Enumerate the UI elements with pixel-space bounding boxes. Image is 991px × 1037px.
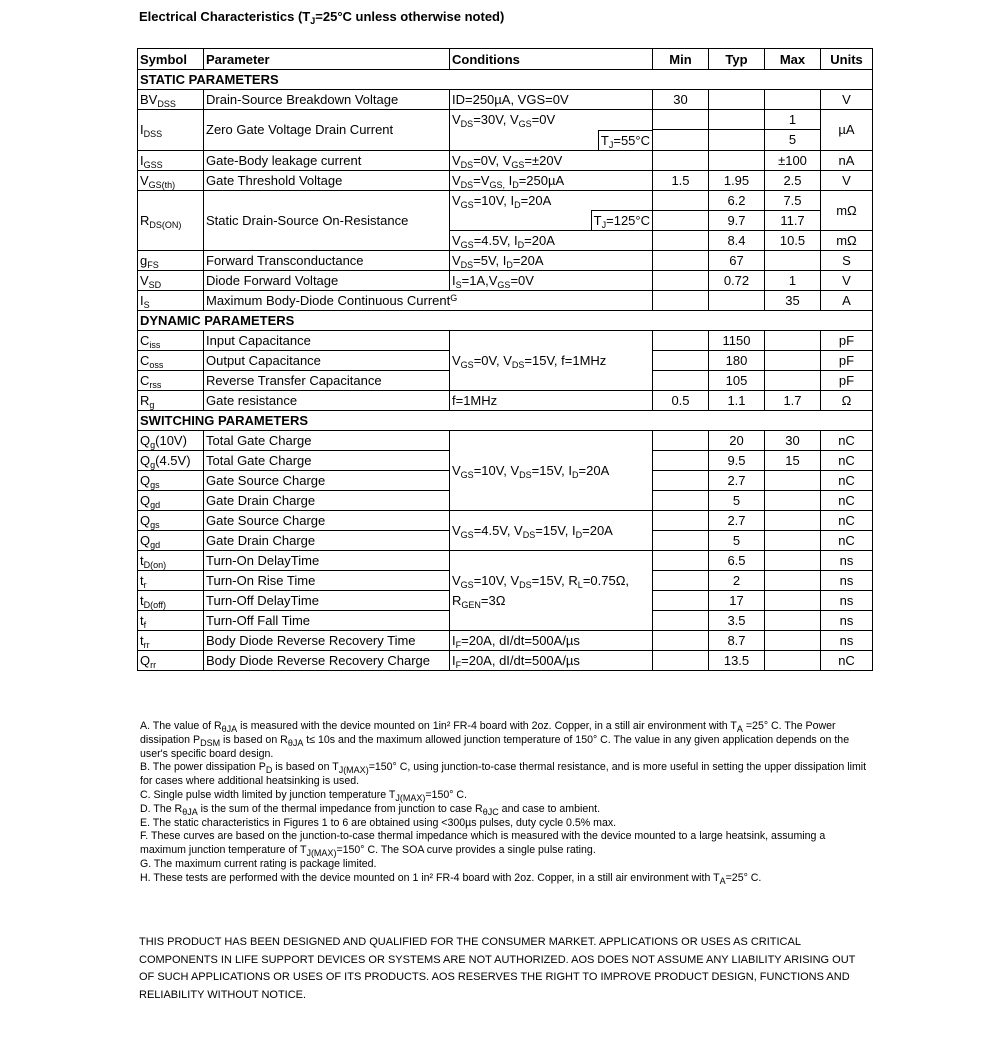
table-cell [653, 631, 709, 651]
table-cell: nC [821, 511, 873, 531]
table-cell: µA [821, 110, 873, 151]
table-cell [653, 291, 709, 311]
table-cell: $g_{FS}$ [138, 251, 204, 271]
header-symbol: Symbol [138, 49, 204, 70]
table-cell [765, 611, 821, 631]
note-d: D. The $R_{\theta JA}$ is the sum of the thermal impedance from junction to case $R_{\theta JC}$ and case to ambient. [140, 802, 601, 817]
table-cell: Gate Drain Charge [204, 491, 450, 511]
table-cell: $I_{DSS}$ [138, 110, 204, 151]
table-cell: nC [821, 471, 873, 491]
table-cell: 5 [709, 531, 765, 551]
table-cell: pF [821, 351, 873, 371]
table-cell [765, 351, 821, 371]
table-cell: 2.5 [765, 170, 821, 190]
table-cell: 10.5 [765, 231, 821, 251]
table-cell [653, 571, 709, 591]
table-cell [653, 551, 709, 571]
table-cell: f=1MHz [450, 391, 653, 411]
table-cell: ns [821, 571, 873, 591]
table-cell: $R_{DS(ON)}$ [138, 190, 204, 251]
table-row [138, 170, 873, 190]
table-cell [653, 331, 709, 351]
table-cell: Ω [821, 391, 873, 411]
table-cell: $Q_{gs}$ [138, 471, 204, 491]
table-row [138, 631, 873, 651]
table-cell: nC [821, 491, 873, 511]
header-units: Units [821, 49, 873, 70]
table-cell [709, 291, 765, 311]
table-cell: $V_{DS}=30V$, $V_{GS}=0V$ [450, 110, 653, 130]
table-cell: Output Capacitance [204, 351, 450, 371]
section-dynamic: DYNAMIC PARAMETERS [138, 311, 873, 331]
table-cell [653, 431, 709, 451]
table-cell: $t_{rr}$ [138, 631, 204, 651]
table-cell: $C_{iss}$ [138, 331, 204, 351]
table-cell: ±100 [765, 150, 821, 170]
table-cell: $t_{D(off)}$ [138, 591, 204, 611]
table-cell [653, 130, 709, 151]
table-cell: pF [821, 371, 873, 391]
disclaimer: THIS PRODUCT HAS BEEN DESIGNED AND QUALIFIED FOR THE CONSUMER MARKET. APPLICATIONS OR USES AS CRITICAL COMPONENTS IN LIFE SUPPORT DEVICES OR SYSTEMS ARE NOT AUTHORIZED. AOS DOES NOT ASSUME ANY LIABILITY ARISING OUT OF SUCH APPLICATIONS OR USES OF ITS PRODUCTS. AOS RESERVES THE RIGHT TO IMPROVE PRODUCT DESIGN, FUNCTIONS AND RELIABILITY WITHOUT NOTICE. [139, 936, 856, 1001]
table-cell: 5 [709, 491, 765, 511]
note-f: F. These curves are based on the junction-to-case thermal impedance which is measured with the device mounted to a large heatsink, assuming a maximum junction temperature of $T_{J(MAX)}=150^\circ$ C. The SOA curve provides a single pulse rating. [140, 830, 826, 859]
table-cell: Static Drain-Source On-Resistance [204, 190, 450, 251]
table-cell: $V_{GS(th)}$ [138, 170, 204, 190]
section-static: STATIC PARAMETERS [138, 70, 873, 90]
table-cell: $Q_g(10V)$ [138, 431, 204, 451]
table-cell [765, 331, 821, 351]
table-cell: 15 [765, 451, 821, 471]
note-h: H. These tests are performed with the device mounted on 1 in² FR-4 board with 2oz. Copper, in a still air environment with $T_A=25^\circ$ C. [140, 871, 762, 886]
table-cell [653, 231, 709, 251]
table-cell: 30 [653, 90, 709, 110]
table-cell: $Q_{gd}$ [138, 491, 204, 511]
table-cell [765, 651, 821, 671]
table-cell: 180 [709, 351, 765, 371]
table-cell: Gate resistance [204, 391, 450, 411]
table-cell: $t_f$ [138, 611, 204, 631]
table-cell: $I_{GSS}$ [138, 150, 204, 170]
table-cell [709, 150, 765, 170]
table-cell: Turn-Off Fall Time [204, 611, 450, 631]
table-cell: Gate Source Charge [204, 511, 450, 531]
table-cell: $t_{D(on)}$ [138, 551, 204, 571]
table-cell: 35 [765, 291, 821, 311]
table-cell: ns [821, 631, 873, 651]
table-cell: ns [821, 611, 873, 631]
table-cell: Reverse Transfer Capacitance [204, 371, 450, 391]
table-cell: $I_S$ [138, 291, 204, 311]
table-cell: $Q_{gd}$ [138, 531, 204, 551]
table-cell: Drain-Source Breakdown Voltage [204, 90, 450, 110]
table-cell [653, 511, 709, 531]
table-cell: $R_g$ [138, 391, 204, 411]
table-cell: nC [821, 431, 873, 451]
table-cell: 8.7 [709, 631, 765, 651]
table-cell [765, 491, 821, 511]
table-cell: $V_{GS}=10V$, $V_{DS}=15V$, $R_L=0.75\Omega$, $R_{GEN}=3\Omega$ [450, 551, 653, 631]
table-cell [653, 651, 709, 671]
table-cell: 17 [709, 591, 765, 611]
table-cell: 20 [709, 431, 765, 451]
table-cell [765, 471, 821, 491]
table-row [138, 150, 873, 170]
table-cell: $T_J=125^\circ C$ [450, 210, 653, 231]
table-cell: V [821, 271, 873, 291]
table-cell: 9.7 [709, 210, 765, 231]
page-title: Electrical Characteristics ($T_J=25^\circ C$ unless otherwise noted) [139, 9, 505, 26]
table-cell [653, 371, 709, 391]
table-cell [653, 531, 709, 551]
table-cell: Turn-On Rise Time [204, 571, 450, 591]
table-cell: 67 [709, 251, 765, 271]
note-b: B. The power dissipation $P_D$ is based on $T_{J(MAX)}=150^\circ$ C, using junction-to-case thermal resistance, and is more useful in setting the upper dissipation limit for cases where additional heatsinking is used. [140, 761, 867, 788]
table-cell: $I_F=20A$, dI/dt=500A/µs [450, 631, 653, 651]
table-cell: $V_{GS}=10V$, $V_{DS}=15V$, $I_D=20A$ [450, 431, 653, 511]
table-cell [653, 150, 709, 170]
table-row [138, 511, 873, 531]
table-cell [653, 491, 709, 511]
table-row [138, 331, 873, 351]
table-cell [653, 190, 709, 210]
table-cell: 6.2 [709, 190, 765, 210]
table-cell: $BV_{DSS}$ [138, 90, 204, 110]
table-row [138, 431, 873, 451]
table-row [138, 271, 873, 291]
table-cell: 105 [709, 371, 765, 391]
table-cell: Total Gate Charge [204, 451, 450, 471]
note-g: G. The maximum current rating is package limited. [140, 857, 377, 870]
footnotes [140, 720, 870, 886]
table-cell: 0.72 [709, 271, 765, 291]
table-row [138, 551, 873, 571]
table-cell [653, 591, 709, 611]
table-cell: $Q_{gs}$ [138, 511, 204, 531]
table-cell: 2 [709, 571, 765, 591]
table-cell [765, 251, 821, 271]
note-a: A. The value of $R_{\theta JA}$ is measured with the device mounted on 1in² FR-4 board with 2oz. Copper, in a still air environment with $T_A =25^\circ$ C. The Power dissipation $P_{DSM}$ is based on $R_{\theta JA}$ t≤ 10s and the maximum allowed junction temperature of 150° C. The value in any given application depends on the user's specific board design. [140, 720, 850, 760]
table-cell: Forward Transconductance [204, 251, 450, 271]
table-cell: ns [821, 591, 873, 611]
table-cell: Gate-Body leakage current [204, 150, 450, 170]
table-cell [765, 551, 821, 571]
table-cell: 5 [765, 130, 821, 151]
table-cell: $C_{oss}$ [138, 351, 204, 371]
table-row [138, 291, 873, 311]
table-row [138, 651, 873, 671]
table-cell: Gate Source Charge [204, 471, 450, 491]
table-cell: 30 [765, 431, 821, 451]
table-cell: 7.5 [765, 190, 821, 210]
table-row [138, 391, 873, 411]
table-cell [653, 451, 709, 471]
note-e: E. The static characteristics in Figures 1 to 6 are obtained using <300µs pulses, duty cycle 0.5% max. [140, 816, 617, 829]
table-cell [653, 110, 709, 130]
table-cell: Turn-Off DelayTime [204, 591, 450, 611]
table-cell: 1.7 [765, 391, 821, 411]
table-cell: A [821, 291, 873, 311]
table-cell: nC [821, 451, 873, 471]
header-conditions: Conditions [450, 49, 653, 70]
table-cell [709, 90, 765, 110]
table-cell: 13.5 [709, 651, 765, 671]
table-cell: $I_F=20A$, dI/dt=500A/µs [450, 651, 653, 671]
table-cell: $T_J=55^\circ C$ [450, 130, 653, 151]
table-cell: 2.7 [709, 471, 765, 491]
table-cell [765, 571, 821, 591]
table-cell: $Q_g(4.5V)$ [138, 451, 204, 471]
table-cell [709, 110, 765, 130]
table-row [138, 251, 873, 271]
table-cell: 1.95 [709, 170, 765, 190]
table-cell: mΩ [821, 190, 873, 231]
table-cell [653, 351, 709, 371]
table-cell [653, 210, 709, 231]
table-cell: ID=250µA, VGS=0V [450, 90, 653, 110]
table-cell: pF [821, 331, 873, 351]
table-cell: Body Diode Reverse Recovery Charge [204, 651, 450, 671]
table-cell: $Q_{rr}$ [138, 651, 204, 671]
table-cell: $C_{rss}$ [138, 371, 204, 391]
table-cell [765, 511, 821, 531]
table-cell: $t_r$ [138, 571, 204, 591]
table-cell: Body Diode Reverse Recovery Time [204, 631, 450, 651]
table-cell: V [821, 170, 873, 190]
table-row [138, 90, 873, 110]
table-cell: 8.4 [709, 231, 765, 251]
header-parameter: Parameter [204, 49, 450, 70]
table-cell: Maximum Body-Diode Continuous Current$^G$ [204, 291, 653, 311]
table-cell: $V_{SD}$ [138, 271, 204, 291]
table-cell: 1 [765, 271, 821, 291]
table-cell [765, 531, 821, 551]
table-cell: Gate Drain Charge [204, 531, 450, 551]
table-cell: 1.5 [653, 170, 709, 190]
table-cell [709, 130, 765, 151]
table-cell: $V_{DS}=0V$, $V_{GS}=\pm 20V$ [450, 150, 653, 170]
table-cell: mΩ [821, 231, 873, 251]
table-cell [765, 591, 821, 611]
table-cell: S [821, 251, 873, 271]
section-switching: SWITCHING PARAMETERS [138, 411, 873, 431]
table-cell [765, 90, 821, 110]
table-cell: 1150 [709, 331, 765, 351]
spec-table [137, 48, 873, 671]
table-cell: 11.7 [765, 210, 821, 231]
table-cell: 0.5 [653, 391, 709, 411]
table-cell: 2.7 [709, 511, 765, 531]
table-cell: nC [821, 531, 873, 551]
table-cell: $V_{GS}=4.5V$, $V_{DS}=15V$, $I_D=20A$ [450, 511, 653, 551]
table-cell: $V_{GS}=0V$, $V_{DS}=15V$, f=1MHz [450, 331, 653, 391]
note-c: C. Single pulse width limited by junction temperature $T_{J(MAX)}=150^\circ$ C. [140, 788, 467, 803]
table-row [138, 110, 873, 130]
table-cell: nA [821, 150, 873, 170]
table-cell [653, 271, 709, 291]
table-cell: 9.5 [709, 451, 765, 471]
table-cell: Turn-On DelayTime [204, 551, 450, 571]
header-typ: Typ [709, 49, 765, 70]
table-cell: Input Capacitance [204, 331, 450, 351]
table-cell: Zero Gate Voltage Drain Current [204, 110, 450, 151]
table-cell: Gate Threshold Voltage [204, 170, 450, 190]
table-cell [653, 251, 709, 271]
table-cell [653, 471, 709, 491]
table-cell: 6.5 [709, 551, 765, 571]
table-cell: $I_S=1A,V_{GS}=0V$ [450, 271, 653, 291]
table-cell: 1.1 [709, 391, 765, 411]
header-max: Max [765, 49, 821, 70]
table-cell: $V_{GS}=10V$, $I_D=20A$ [450, 190, 653, 210]
table-cell: V [821, 90, 873, 110]
table-cell: Diode Forward Voltage [204, 271, 450, 291]
table-cell: $V_{DS}=5V$, $I_D=20A$ [450, 251, 653, 271]
table-row [138, 190, 873, 210]
table-cell [653, 611, 709, 631]
table-cell: Total Gate Charge [204, 431, 450, 451]
table-cell: ns [821, 551, 873, 571]
table-header-row [138, 49, 873, 70]
table-cell [765, 371, 821, 391]
table-cell: 1 [765, 110, 821, 130]
table-cell: nC [821, 651, 873, 671]
header-min: Min [653, 49, 709, 70]
table-cell: $V_{GS}=4.5V$, $I_D=20A$ [450, 231, 653, 251]
table-cell [765, 631, 821, 651]
table-cell: $V_{DS}=V_{GS,}$ $I_D=250\mu A$ [450, 170, 653, 190]
table-cell: 3.5 [709, 611, 765, 631]
